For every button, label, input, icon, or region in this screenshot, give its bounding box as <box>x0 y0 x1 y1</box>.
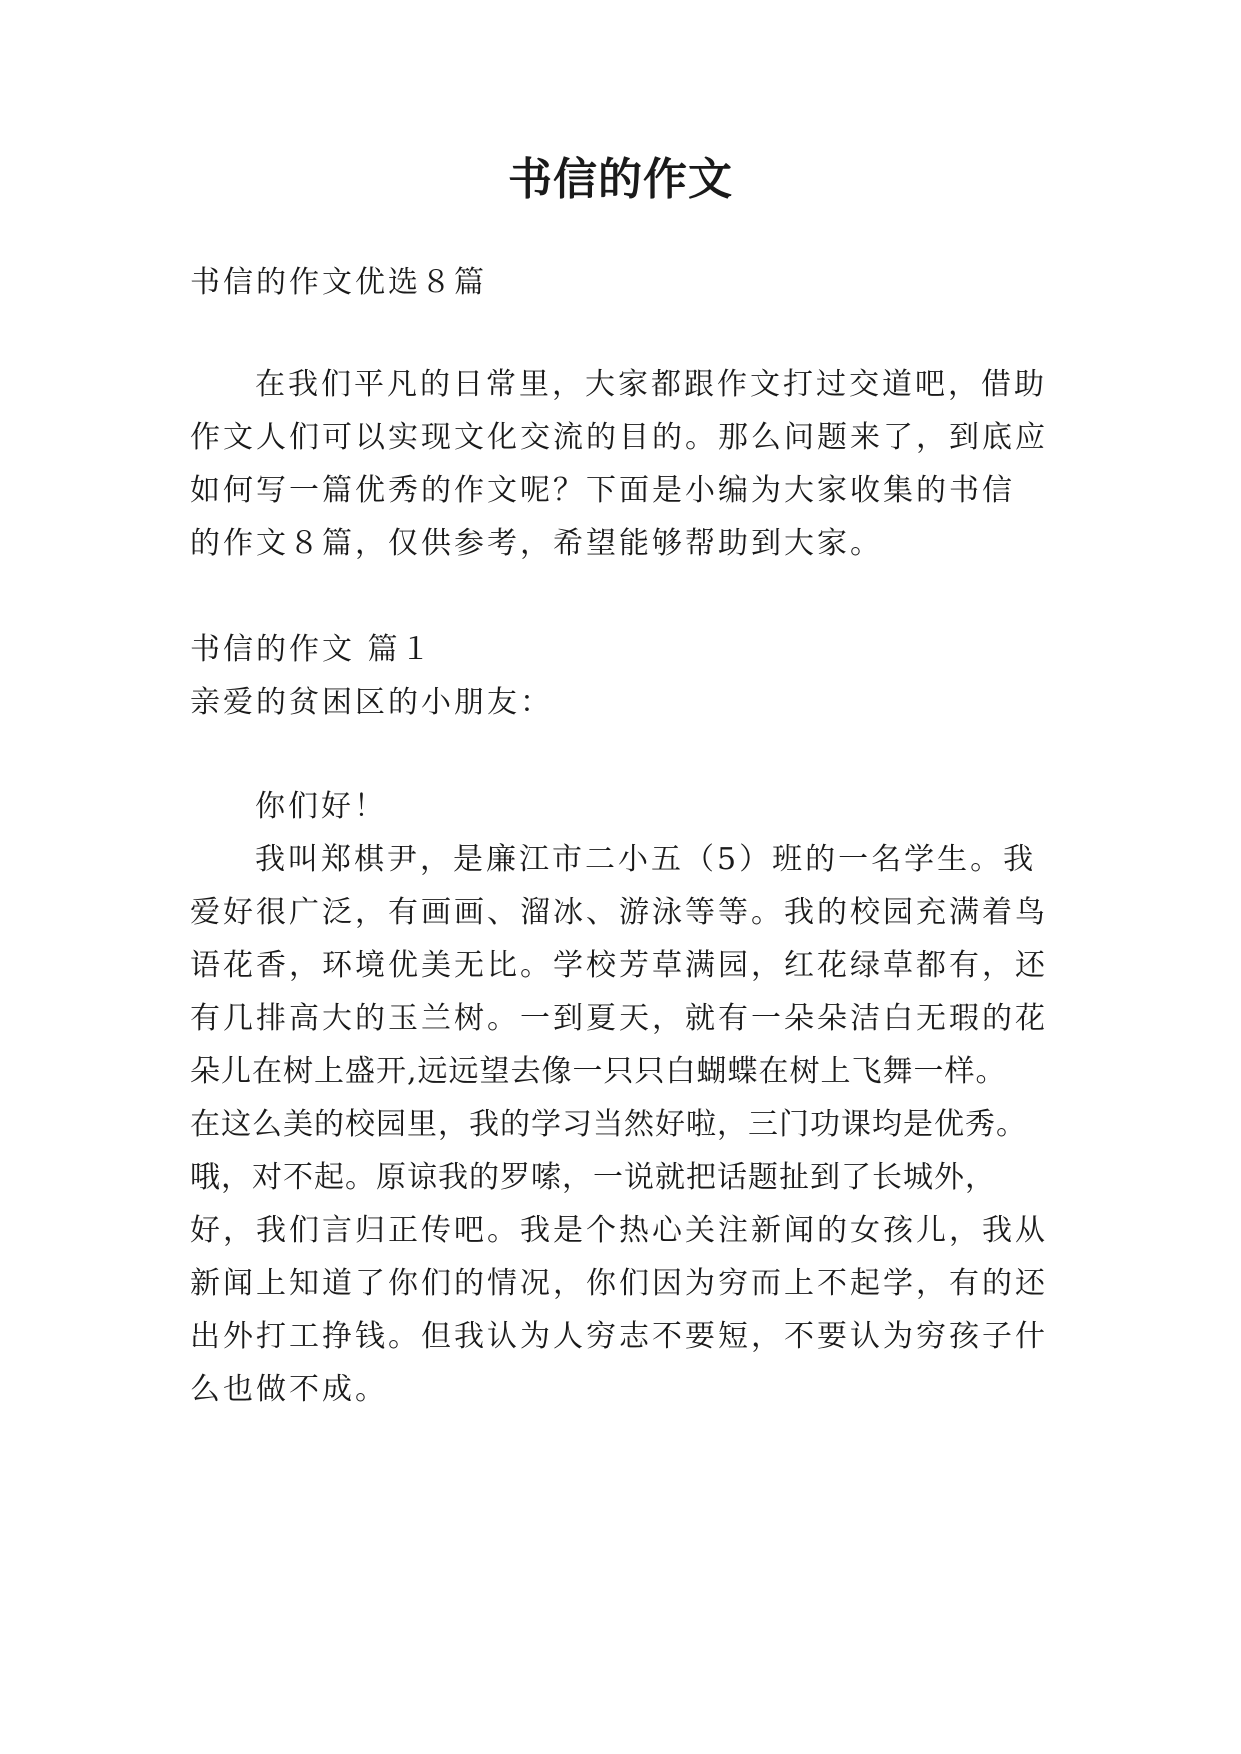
letter-salutation: 亲爱的贫困区的小朋友： <box>190 685 553 720</box>
document-subtitle: 书信的作文优选８篇 <box>190 265 487 300</box>
letter-greeting: 你们好！ <box>255 789 387 824</box>
body-line: 爱好很广泛，有画画、溜冰、游泳等等。我的校园充满着鸟 <box>190 895 1048 930</box>
body-line: 有几排高大的玉兰树。一到夏天，就有一朵朵洁白无瑕的花 <box>190 1001 1048 1036</box>
intro-line: 如何写一篇优秀的作文呢？下面是小编为大家收集的书信 <box>190 473 1015 508</box>
body-line: 么也做不成。 <box>190 1372 388 1407</box>
body-line: 哦，对不起。原谅我的罗嗦，一说就把话题扯到了长城外， <box>190 1160 996 1195</box>
intro-line: 在我们平凡的日常里，大家都跟作文打过交道吧，借助 <box>255 367 1047 402</box>
body-line: 在这么美的校园里，我的学习当然好啦，三门功课均是优秀。 <box>190 1107 1027 1142</box>
body-line: 语花香，环境优美无比。学校芳草满园，红花绿草都有，还 <box>190 948 1048 983</box>
intro-line: 作文人们可以实现文化交流的目的。那么问题来了，到底应 <box>190 420 1048 455</box>
document-title: 书信的作文 <box>508 154 733 205</box>
body-line: 朵儿在树上盛开,远远望去像一只只白蝴蝶在树上飞舞一样。 <box>190 1054 1007 1089</box>
intro-line: 的作文８篇，仅供参考，希望能够帮助到大家。 <box>190 526 883 561</box>
body-line: 出外打工挣钱。但我认为人穷志不要短，不要认为穷孩子什 <box>190 1319 1048 1354</box>
body-line: 好，我们言归正传吧。我是个热心关注新闻的女孩儿，我从 <box>190 1213 1048 1248</box>
body-line: 新闻上知道了你们的情况，你们因为穷而上不起学，有的还 <box>190 1266 1048 1301</box>
body-line: 我叫郑棋尹，是廉江市二小五（5）班的一名学生。我 <box>255 842 1037 877</box>
section-heading: 书信的作文 篇１ <box>190 632 434 667</box>
